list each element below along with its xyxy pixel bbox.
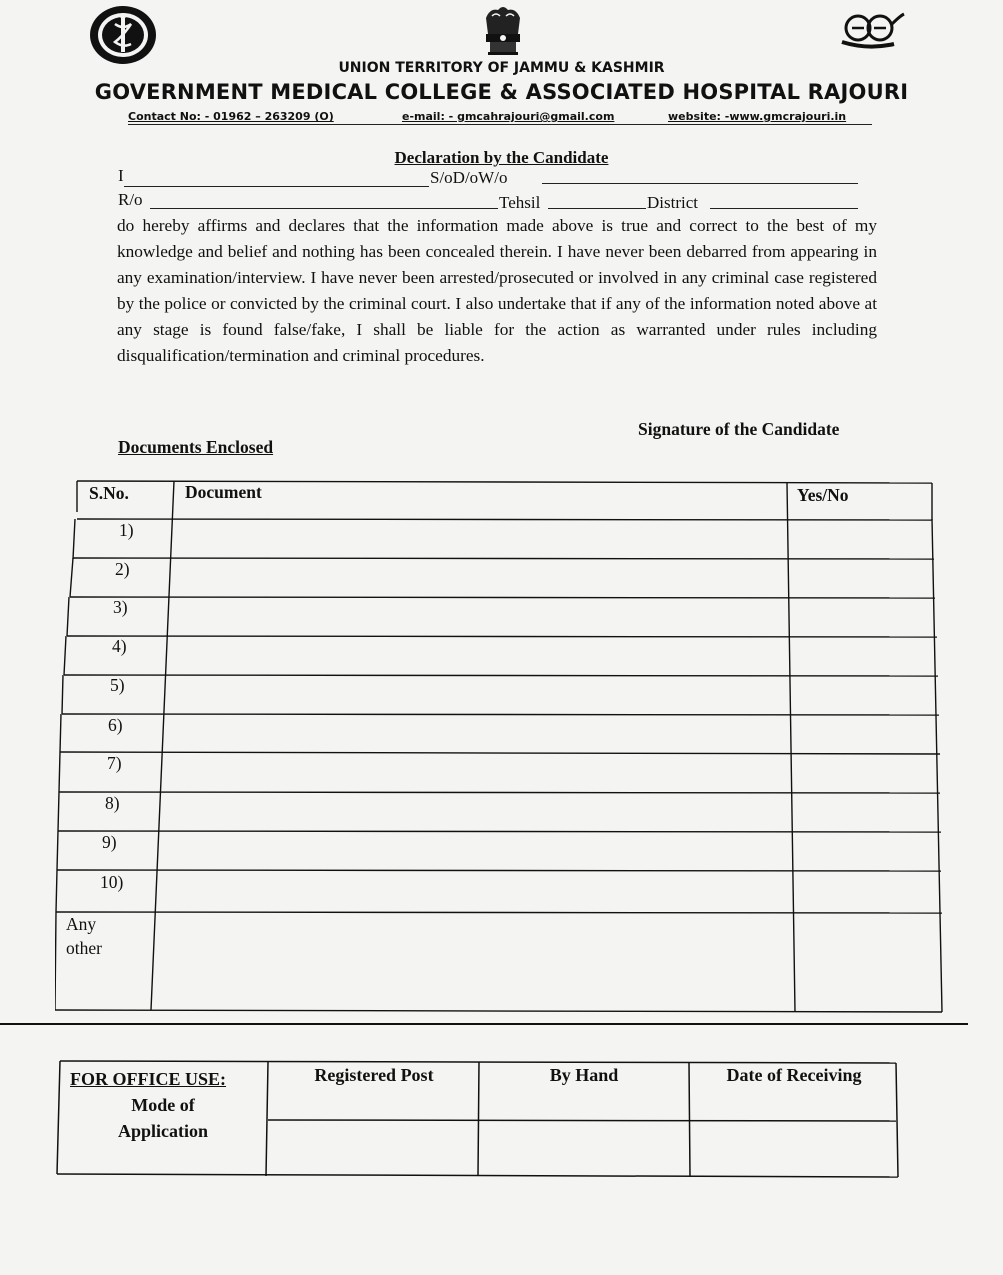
tehsil-label: Tehsil — [499, 193, 541, 212]
declaration-body: do hereby affirms and declares that the information made above is true and correct to the best of my knowledge and belief and nothing has been concealed therein. I have never been debarred from appearing in any examination/interview. I have never been arrested/prosecuted or involved in any criminal case registered by the police or convicted by the criminal court. I also undertake that if any of the information noted above at any stage is found false/fake, I shall be liable for the action as warranted under rules including disqualification/termination and criminal procedures. — [117, 216, 877, 365]
row-number-4: 4) — [112, 636, 127, 656]
website-url: website: -www.gmcrajouri.in — [668, 110, 847, 123]
residence-label: R/o — [118, 190, 143, 209]
candidate-name-blank[interactable] — [124, 186, 429, 187]
signature-label: Signature of the Candidate — [638, 419, 840, 439]
row-number-8: 8) — [105, 793, 120, 813]
relation-label: S/oD/oW/o — [430, 168, 508, 187]
email-address: e-mail: - gmcahrajouri@gmail.com — [402, 110, 615, 123]
documents-table — [55, 479, 943, 1014]
spectacles-logo-icon — [838, 8, 906, 52]
tehsil-blank[interactable] — [548, 208, 646, 209]
column-header-sno: S.No. — [89, 483, 129, 503]
documents-table-grid — [55, 479, 943, 1014]
college-name-heading: GOVERNMENT MEDICAL COLLEGE & ASSOCIATED HOSPITAL RAJOURI — [94, 80, 909, 104]
union-territory-heading: UNION TERRITORY OF JAMMU & KASHMIR — [338, 60, 665, 76]
mode-of-label: Mode of — [131, 1095, 195, 1115]
ashoka-lion-emblem-icon — [476, 4, 530, 60]
column-header-yes-no: Yes/No — [797, 485, 849, 505]
row-number-2: 2) — [115, 559, 130, 579]
column-header-document: Document — [185, 482, 262, 502]
residence-blank[interactable] — [150, 208, 498, 209]
row-number-1: 1) — [119, 520, 134, 540]
caduceus-seal-logo-icon — [88, 4, 158, 66]
row-number-6: 6) — [108, 715, 123, 735]
row-number-10: 10) — [100, 872, 124, 892]
district-blank[interactable] — [710, 208, 858, 209]
office-use-label: FOR OFFICE USE: — [70, 1069, 227, 1089]
contact-info-line — [128, 110, 872, 126]
documents-enclosed-title: Documents Enclosed — [118, 437, 274, 457]
row-number-3: 3) — [113, 597, 128, 617]
section-divider — [0, 1023, 968, 1025]
column-header-registered-post: Registered Post — [314, 1065, 434, 1085]
row-number-7: 7) — [107, 753, 122, 773]
declaration-title: Declaration by the Candidate — [394, 148, 609, 167]
parent-spouse-name-blank[interactable] — [542, 183, 858, 184]
row-any-other-line1: Any — [66, 914, 97, 934]
row-number-5: 5) — [110, 675, 125, 695]
row-number-9: 9) — [102, 832, 117, 852]
office-use-table — [56, 1060, 900, 1180]
column-header-by-hand: By Hand — [549, 1065, 619, 1085]
contact-number: Contact No: - 01962 – 263209 (O) — [128, 110, 334, 123]
column-header-date-of-receiving: Date of Receiving — [726, 1065, 862, 1085]
row-any-other-line2: other — [66, 938, 102, 958]
district-label: District — [647, 193, 698, 212]
name-prefix-label: I — [118, 166, 124, 185]
application-label: Application — [117, 1121, 209, 1141]
